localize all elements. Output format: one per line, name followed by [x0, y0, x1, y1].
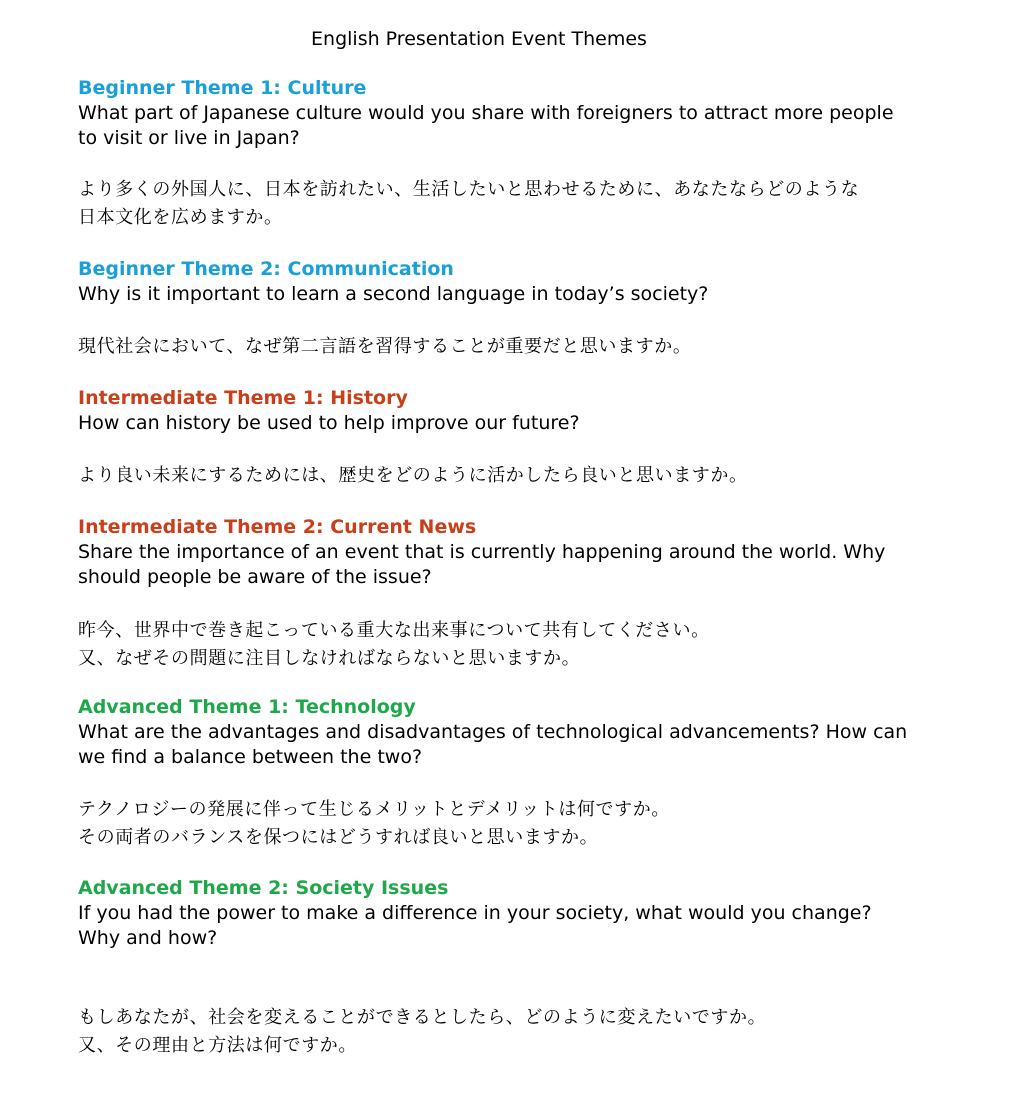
english-prompt-line: Why and how? [78, 927, 218, 949]
english-prompt-line: should people be aware of the issue? [78, 566, 432, 588]
japanese-prompt-line: 又、なぜその問題に注目しなければならないと思いますか。 [78, 648, 581, 669]
japanese-prompt-line: より良い未来にするためには、歴史をどのように活かしたら良いと思いますか。 [78, 465, 748, 486]
english-prompt-line: If you had the power to make a difference in your society, what would you change? [78, 902, 872, 924]
english-prompt-line: How can history be used to help improve our future? [78, 412, 580, 434]
theme-heading: Advanced Theme 2: Society Issues [78, 877, 449, 899]
page-title: English Presentation Event Themes [311, 28, 647, 50]
japanese-prompt-line: その両者のバランスを保つにはどうすれば良いと思いますか。 [78, 827, 599, 848]
theme-beginner-1 [78, 75, 978, 228]
japanese-prompt-line: より多くの外国人に、日本を訪れたい、生活したいと思わせるために、あなたならどのような [78, 179, 860, 200]
english-prompt-line: we find a balance between the two? [78, 746, 423, 768]
theme-heading: Intermediate Theme 1: History [78, 387, 408, 409]
english-prompt-line: to visit or live in Japan? [78, 127, 300, 149]
theme-heading: Intermediate Theme 2: Current News [78, 516, 477, 538]
english-prompt-line: Why is it important to learn a second language in today’s society? [78, 283, 709, 305]
japanese-prompt-line: もしあなたが、社会を変えることができるとしたら、どのように変えたいですか。 [78, 1007, 767, 1028]
japanese-prompt-line: 又、その理由と方法は何ですか。 [78, 1035, 357, 1056]
theme-advanced-1 [78, 694, 978, 848]
japanese-prompt-line: 日本文化を広めますか。 [78, 207, 283, 228]
theme-heading: Beginner Theme 1: Culture [78, 77, 367, 99]
theme-beginner-2 [78, 256, 978, 357]
english-prompt-line: What are the advantages and disadvantages of technological advancements? How can [78, 721, 908, 743]
japanese-prompt-line: 昨今、世界中で巻き起こっている重大な出来事について共有してください。 [78, 620, 710, 641]
theme-heading: Advanced Theme 1: Technology [78, 696, 416, 718]
theme-heading: Beginner Theme 2: Communication [78, 258, 454, 280]
japanese-prompt-line: 現代社会において、なぜ第二言語を習得することが重要だと思いますか。 [78, 336, 692, 357]
theme-intermediate-2 [78, 514, 978, 669]
japanese-prompt-line: テクノロジーの発展に伴って生じるメリットとデメリットは何ですか。 [78, 799, 670, 820]
english-prompt-line: What part of Japanese culture would you share with foreigners to attract more people [78, 102, 894, 124]
theme-advanced-2 [78, 875, 978, 1056]
english-prompt-line: Share the importance of an event that is currently happening around the world. Why [78, 541, 886, 563]
theme-intermediate-1 [78, 385, 978, 486]
